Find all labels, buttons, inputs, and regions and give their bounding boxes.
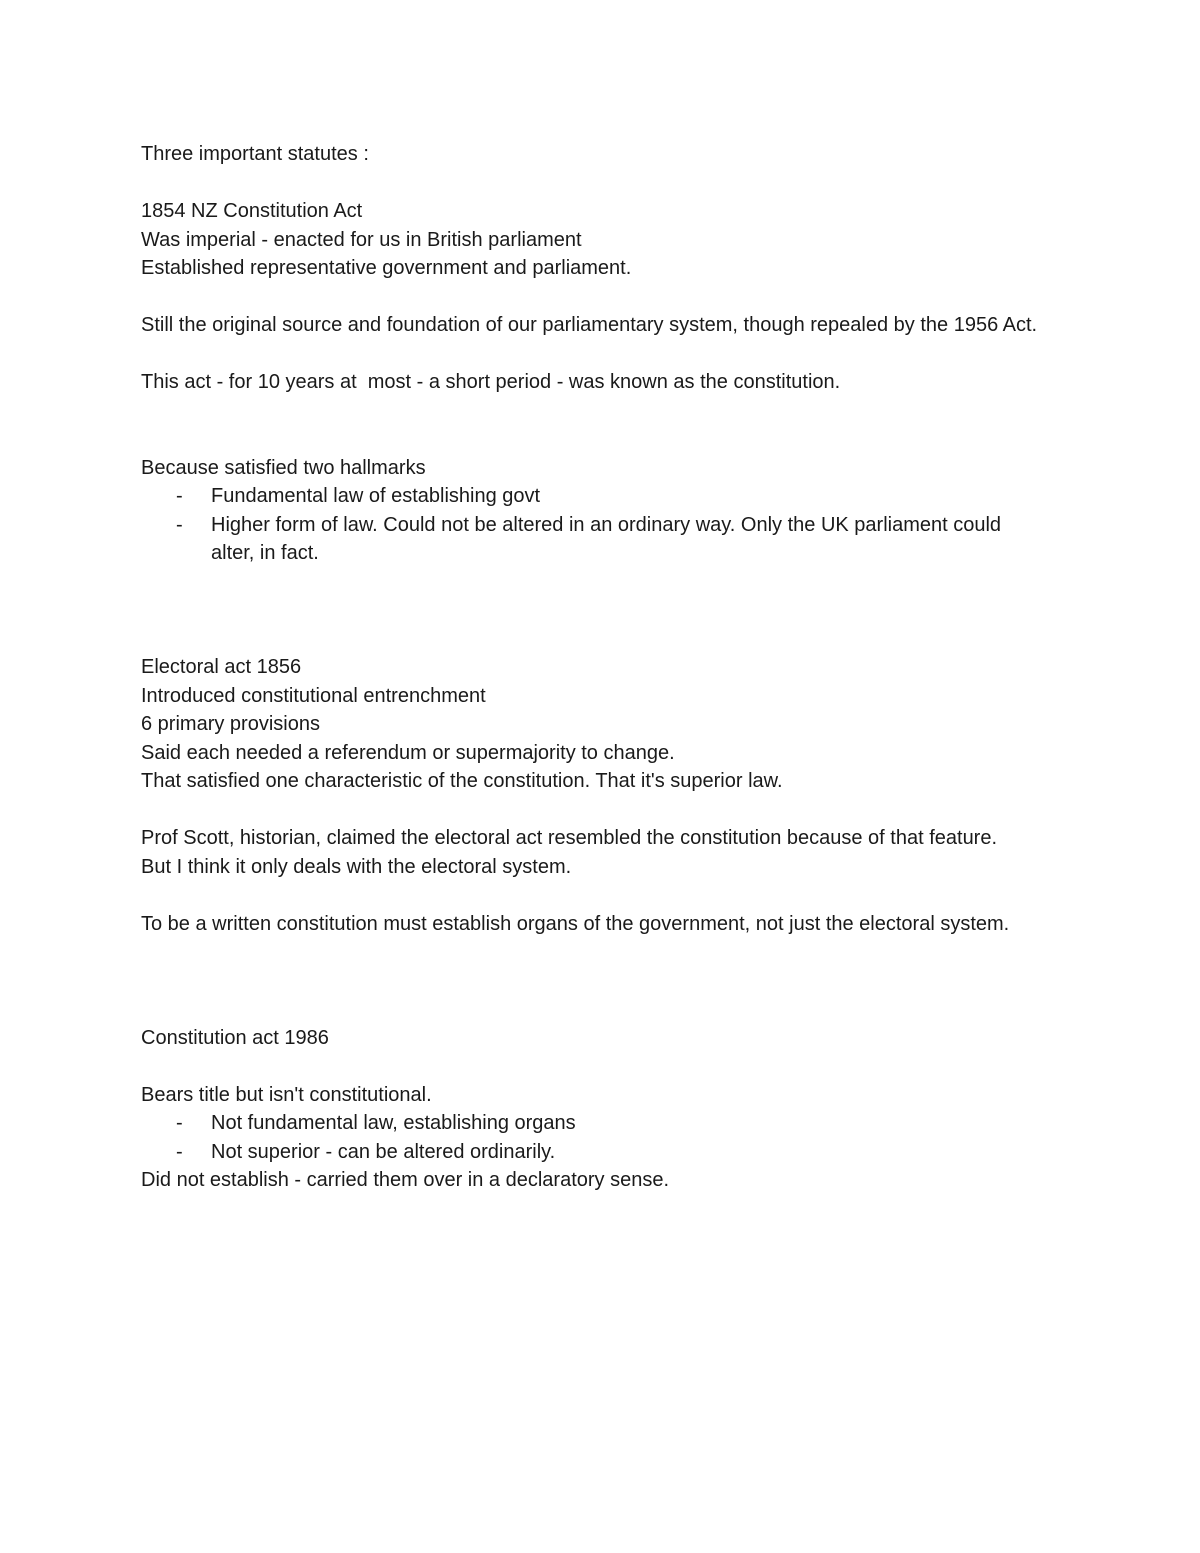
paragraph: Still the original source and foundation of our parliamentary system, though repealed by the 1956 Act. [141, 314, 1038, 336]
list-item: - Higher form of law. Could not be altered in an ordinary way. Only the UK parliament could alter, in fact. [211, 511, 1041, 568]
paragraph-line: Was imperial - enacted for us in British parliament [141, 228, 582, 251]
paragraph: This act - for 10 years at most - a short period - was known as the constitution. [141, 371, 841, 393]
paragraph-line: Bears title but isn't constitutional. [141, 1083, 432, 1106]
paragraph: To be a written constitution must establish organs of the government, not just the electoral system. [141, 912, 1010, 935]
list-item: - Not fundamental law, establishing organs [211, 1109, 1041, 1138]
document-heading: Three important statutes : [141, 143, 369, 165]
constitution-act-list [141, 1109, 1041, 1166]
section-title-1854-act: 1854 NZ Constitution Act [141, 200, 363, 222]
paragraph-line: 6 primary provisions [141, 713, 320, 735]
paragraph-line: That satisfied one characteristic of the constitution. That it's superior law. [141, 770, 783, 792]
list-item: - Fundamental law of establishing govt [211, 482, 1041, 511]
section-title-electoral-act: Electoral act 1856 [141, 656, 302, 678]
list-item: - Not superior - can be altered ordinarily. [211, 1138, 1041, 1167]
paragraph-line: Did not establish - carried them over in a declaratory sense. [141, 1169, 670, 1191]
document-body [141, 140, 1041, 1195]
paragraph-line: But I think it only deals with the electoral system. [141, 855, 572, 878]
paragraph-line: Said each needed a referendum or supermajority to change. [141, 741, 675, 764]
paragraph-line: Established representative government and parliament. [141, 257, 632, 279]
paragraph: Prof Scott, historian, claimed the electoral act resembled the constitution because of that feature. [141, 827, 998, 849]
paragraph-line: Introduced constitutional entrenchment [141, 684, 486, 707]
section-title-constitution-act: Constitution act 1986 [141, 1026, 329, 1049]
hallmarks-list [141, 482, 1041, 568]
hallmarks-intro: Because satisfied two hallmarks [141, 456, 426, 479]
